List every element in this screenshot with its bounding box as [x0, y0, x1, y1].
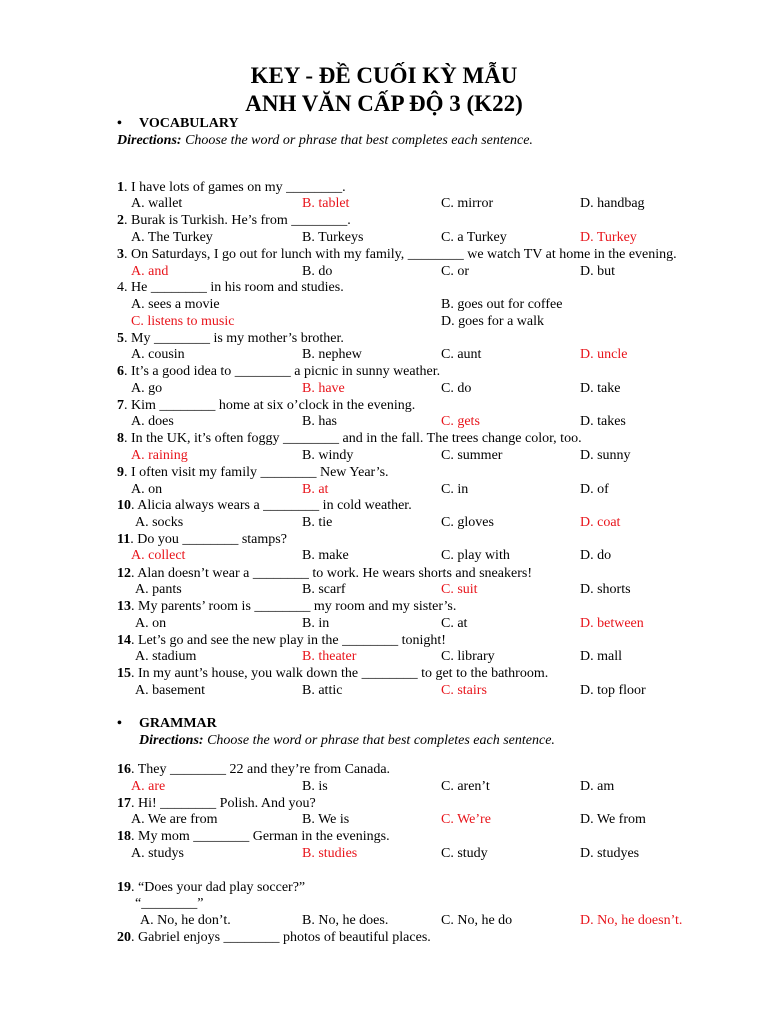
answer-option: A. are — [131, 779, 166, 794]
answer-option: B. in — [302, 616, 330, 631]
answer-option: B. theater — [302, 649, 357, 664]
directions-text: Choose the word or phrase that best completes each sentence. — [181, 133, 533, 148]
question-stem: . “Does your dad play soccer?” — [131, 880, 306, 895]
question-stem: . Kim ________ home at six o’clock in the evening. — [124, 398, 416, 413]
answer-option: D. Turkey — [580, 230, 637, 245]
question-text — [117, 532, 287, 548]
answer-option: A. go — [131, 381, 163, 396]
answer-option: B. do — [302, 264, 333, 279]
answer-option: C. suit — [441, 582, 478, 597]
question-stem: . They ________ 22 and they’re from Canada. — [131, 762, 391, 777]
question-number: 3 — [117, 247, 124, 262]
question-number: 2 — [117, 213, 124, 228]
answer-option: A. raining — [131, 448, 188, 463]
answer-option: D. coat — [580, 515, 621, 530]
question-text — [117, 498, 412, 514]
answer-option: B. have — [302, 381, 345, 396]
question-text — [117, 213, 351, 229]
answer-option: D. of — [580, 482, 609, 497]
answer-option: D. No, he doesn’t. — [580, 913, 683, 928]
directions-label: Directions: — [117, 133, 182, 148]
answer-option: C. aunt — [441, 347, 482, 362]
question-stem: . My parents’ room is ________ my room and my sister’s. — [131, 599, 457, 614]
question-stem: . Gabriel enjoys ________ photos of beautiful places. — [131, 930, 431, 945]
bullet-icon: • — [117, 116, 122, 131]
answer-option: C. study — [441, 846, 488, 861]
question-number: 15 — [117, 666, 131, 681]
question-text — [117, 364, 440, 380]
directions-label: Directions: — [139, 733, 204, 748]
answer-option: A. pants — [135, 582, 182, 597]
answer-option: C. stairs — [441, 683, 487, 698]
answer-option: B. make — [302, 548, 349, 563]
answer-option: C. listens to music — [131, 314, 235, 329]
answer-option: C. summer — [441, 448, 503, 463]
answer-option: A. The Turkey — [131, 230, 213, 245]
question-text — [117, 431, 582, 447]
answer-option: C. or — [441, 264, 469, 279]
question-number: 12 — [117, 566, 131, 581]
answer-option: B. has — [302, 414, 337, 429]
answer-option: D. shorts — [580, 582, 631, 597]
answer-option: C. a Turkey — [441, 230, 507, 245]
question-stem: . My mom ________ German in the evenings. — [131, 829, 390, 844]
question-number: 1 — [117, 180, 124, 195]
question-number: 17 — [117, 796, 131, 811]
question-text — [117, 880, 305, 896]
answer-option: C. library — [441, 649, 495, 664]
answer-option: B. is — [302, 779, 328, 794]
answer-option: B. tablet — [302, 196, 350, 211]
question-number: 18 — [117, 829, 131, 844]
question-number: 16 — [117, 762, 131, 777]
grammar-directions — [139, 733, 555, 749]
answer-option: D. take — [580, 381, 621, 396]
answer-option: D. top floor — [580, 683, 646, 698]
answer-option: D. between — [580, 616, 644, 631]
question-number: 8 — [117, 431, 124, 446]
question-text — [117, 331, 344, 347]
page-title-line-2: ANH VĂN CẤP ĐỘ 3 (K22) — [245, 91, 523, 116]
answer-option: D. sunny — [580, 448, 631, 463]
question-stem: . It’s a good idea to ________ a picnic in sunny weather. — [124, 364, 441, 379]
answer-option: B. at — [302, 482, 329, 497]
answer-blank-line: “________” — [135, 896, 204, 911]
answer-option: A. does — [131, 414, 174, 429]
question-number: 20 — [117, 930, 131, 945]
question-stem: . I often visit my family ________ New Year’s. — [124, 465, 389, 480]
answer-option: C. in — [441, 482, 469, 497]
answer-option: B. nephew — [302, 347, 362, 362]
question-stem: . In the UK, it’s often foggy ________ and in the fall. The trees change color, too. — [124, 431, 582, 446]
answer-option: C. No, he do — [441, 913, 513, 928]
question-number: 4 — [117, 280, 124, 295]
question-number: 19 — [117, 880, 131, 895]
answer-option: D. takes — [580, 414, 626, 429]
question-stem: . He ________ in his room and studies. — [124, 280, 344, 295]
answer-option: A. No, he don’t. — [140, 913, 231, 928]
answer-option: B. attic — [302, 683, 343, 698]
question-text — [117, 566, 532, 582]
question-number: 5 — [117, 331, 124, 346]
answer-option: C. do — [441, 381, 472, 396]
question-number: 13 — [117, 599, 131, 614]
question-number: 11 — [117, 532, 131, 547]
question-stem: . Hi! ________ Polish. And you? — [131, 796, 316, 811]
answer-option: C. We’re — [441, 812, 491, 827]
answer-option: C. aren’t — [441, 779, 490, 794]
question-number: 9 — [117, 465, 124, 480]
answer-option: A. wallet — [131, 196, 183, 211]
answer-option: C. play with — [441, 548, 510, 563]
vocabulary-directions — [117, 133, 533, 149]
question-text — [117, 247, 677, 263]
answer-option: C. at — [441, 616, 468, 631]
answer-option: A. sees a movie — [131, 297, 220, 312]
answer-option: D. am — [580, 779, 615, 794]
question-text — [117, 398, 415, 414]
answer-option: A. on — [131, 482, 163, 497]
question-text — [117, 796, 316, 812]
question-text — [117, 599, 456, 615]
page-title-line-1: KEY - ĐỀ CUỐI KỲ MẪU — [250, 63, 518, 88]
question-number: 10 — [117, 498, 131, 513]
answer-option: B. scarf — [302, 582, 346, 597]
answer-option: B. studies — [302, 846, 358, 861]
question-stem: . My ________ is my mother’s brother. — [124, 331, 344, 346]
bullet-icon: • — [117, 716, 122, 731]
answer-option: C. gets — [441, 414, 480, 429]
answer-option: D. We from — [580, 812, 646, 827]
answer-option: D. goes for a walk — [441, 314, 545, 329]
question-text — [117, 633, 446, 649]
answer-option: A. on — [135, 616, 167, 631]
question-text — [117, 930, 431, 946]
answer-option: D. mall — [580, 649, 622, 664]
answer-option: C. mirror — [441, 196, 494, 211]
question-number: 14 — [117, 633, 131, 648]
question-stem: . In my aunt’s house, you walk down the ________ to get to the bathroom. — [131, 666, 549, 681]
question-text — [117, 762, 390, 778]
question-stem: . On Saturdays, I go out for lunch with my family, ________ we watch TV at home in the evening. — [124, 247, 677, 262]
answer-option: B. goes out for coffee — [441, 297, 563, 312]
question-stem: . Alicia always wears a ________ in cold weather. — [131, 498, 412, 513]
answer-option: B. windy — [302, 448, 354, 463]
answer-option: A. socks — [135, 515, 184, 530]
question-text — [117, 666, 548, 682]
answer-option: C. gloves — [441, 515, 494, 530]
answer-option: A. studys — [131, 846, 184, 861]
question-number: 7 — [117, 398, 124, 413]
answer-option: D. but — [580, 264, 615, 279]
question-stem: . Alan doesn’t wear a ________ to work. He wears shorts and sneakers! — [131, 566, 532, 581]
answer-option: A. We are from — [131, 812, 218, 827]
question-number: 6 — [117, 364, 124, 379]
answer-option: A. cousin — [131, 347, 185, 362]
answer-option: B. We is — [302, 812, 350, 827]
answer-option: B. tie — [302, 515, 333, 530]
question-stem: . Burak is Turkish. He’s from ________. — [124, 213, 351, 228]
answer-option: A. stadium — [135, 649, 197, 664]
answer-option: D. handbag — [580, 196, 645, 211]
question-stem: . Do you ________ stamps? — [130, 532, 287, 547]
directions-text: Choose the word or phrase that best completes each sentence. — [203, 733, 555, 748]
question-text — [117, 465, 389, 481]
question-text — [117, 280, 344, 296]
answer-option: D. studyes — [580, 846, 640, 861]
question-stem: . Let’s go and see the new play in the ________ tonight! — [131, 633, 446, 648]
answer-option: B. No, he does. — [302, 913, 389, 928]
answer-option: A. basement — [135, 683, 205, 698]
answer-option: B. Turkeys — [302, 230, 364, 245]
question-text — [117, 829, 390, 845]
question-text — [117, 180, 346, 196]
answer-option: A. collect — [131, 548, 186, 563]
answer-option: D. uncle — [580, 347, 628, 362]
answer-option: A. and — [131, 264, 169, 279]
question-stem: . I have lots of games on my ________. — [124, 180, 346, 195]
answer-option: D. do — [580, 548, 612, 563]
